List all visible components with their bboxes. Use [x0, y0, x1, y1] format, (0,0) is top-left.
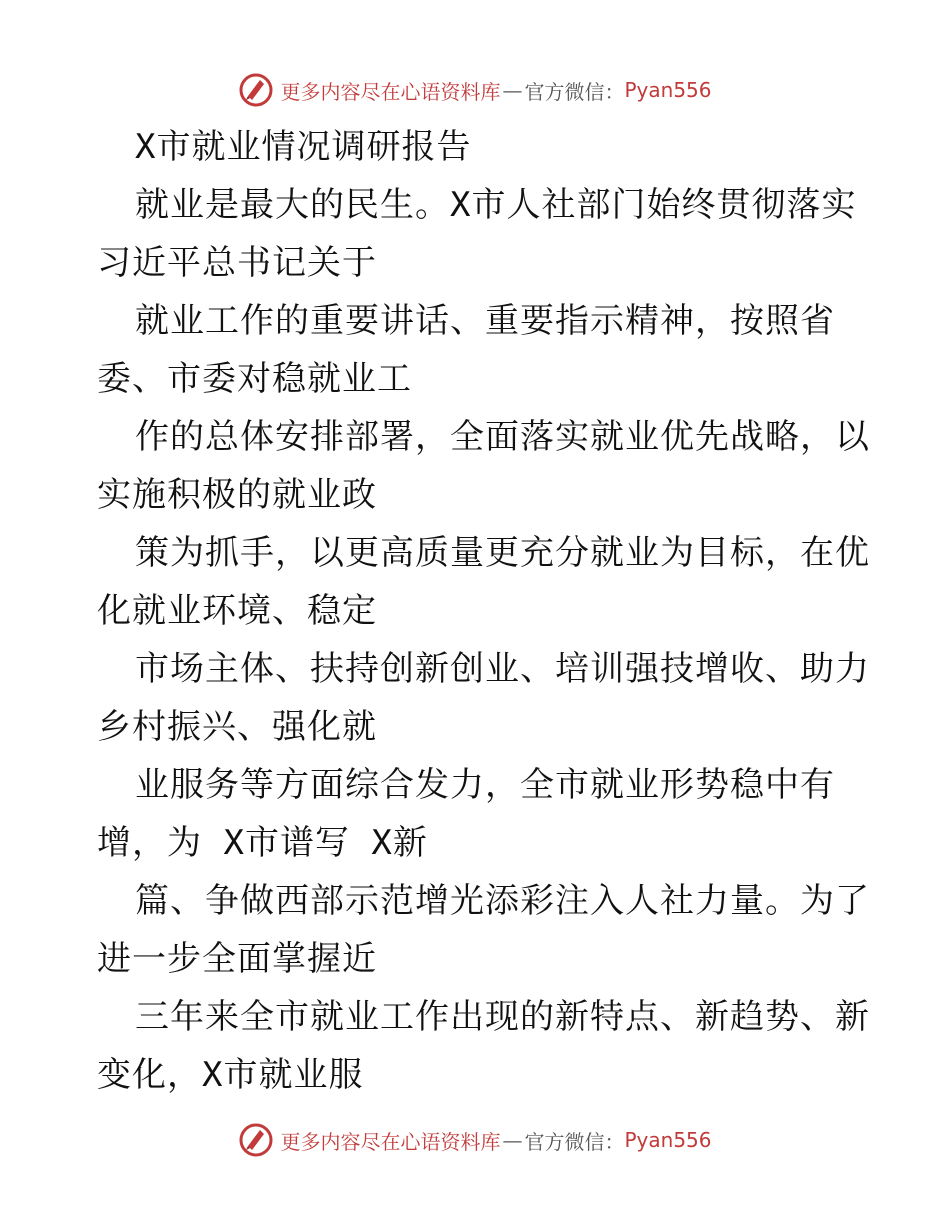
paragraph-line: 化就业环境、稳定 [97, 591, 377, 631]
paragraph-line: 市场主体、扶持创新创业、培训强技增收、助力 [135, 649, 870, 689]
paragraph-line: 策为抓手，以更高质量更充分就业为目标，在优 [135, 533, 870, 573]
document-body [97, 118, 870, 1104]
paragraph-line: 就业工作的重要讲话、重要指示精神，按照省 [135, 301, 835, 341]
paragraph-line: 就业是最大的民生。X市人社部门始终贯彻落实 [135, 185, 857, 225]
header-watermark-banner [0, 70, 950, 110]
paragraph-line: 篇、争做西部示范增光添彩注入人社力量。为了 [135, 881, 870, 921]
banner-wechat-label: 官方微信： [524, 1129, 625, 1154]
banner-main-text: 更多内容尽在心语资料库 [280, 79, 501, 104]
paragraph-line: 作的总体安排部署，全面落实就业优先战略，以 [135, 417, 870, 457]
banner-wechat-handle: Pyan556 [624, 78, 712, 102]
footer-watermark-banner [0, 1120, 950, 1160]
paragraph-line: 委、市委对稳就业工 [97, 359, 412, 399]
banner-separator: — [502, 78, 523, 102]
paragraph-line: 业服务等方面综合发力，全市就业形势稳中有 [135, 765, 835, 805]
paragraph-line: 变化，X市就业服 [97, 1055, 364, 1095]
paragraph-line: 乡村振兴、强化就 [97, 707, 377, 747]
paragraph-line: 实施积极的就业政 [97, 475, 377, 515]
paragraph-line: 进一步全面掌握近 [97, 939, 377, 979]
banner-wechat-label: 官方微信： [524, 79, 625, 104]
paragraph-line: 习近平总书记关于 [97, 243, 377, 283]
paragraph-line: 三年来全市就业工作出现的新特点、新趋势、新 [135, 997, 870, 1037]
document-title: X市就业情况调研报告 [135, 127, 472, 167]
brand-logo-icon [238, 72, 274, 108]
paragraph-line: 增，为 X市谱写 X新 [97, 823, 428, 863]
banner-wechat-handle: Pyan556 [624, 1128, 712, 1152]
brand-logo-icon [238, 1122, 274, 1158]
banner-separator: — [502, 1128, 523, 1152]
banner-main-text: 更多内容尽在心语资料库 [280, 1129, 501, 1154]
